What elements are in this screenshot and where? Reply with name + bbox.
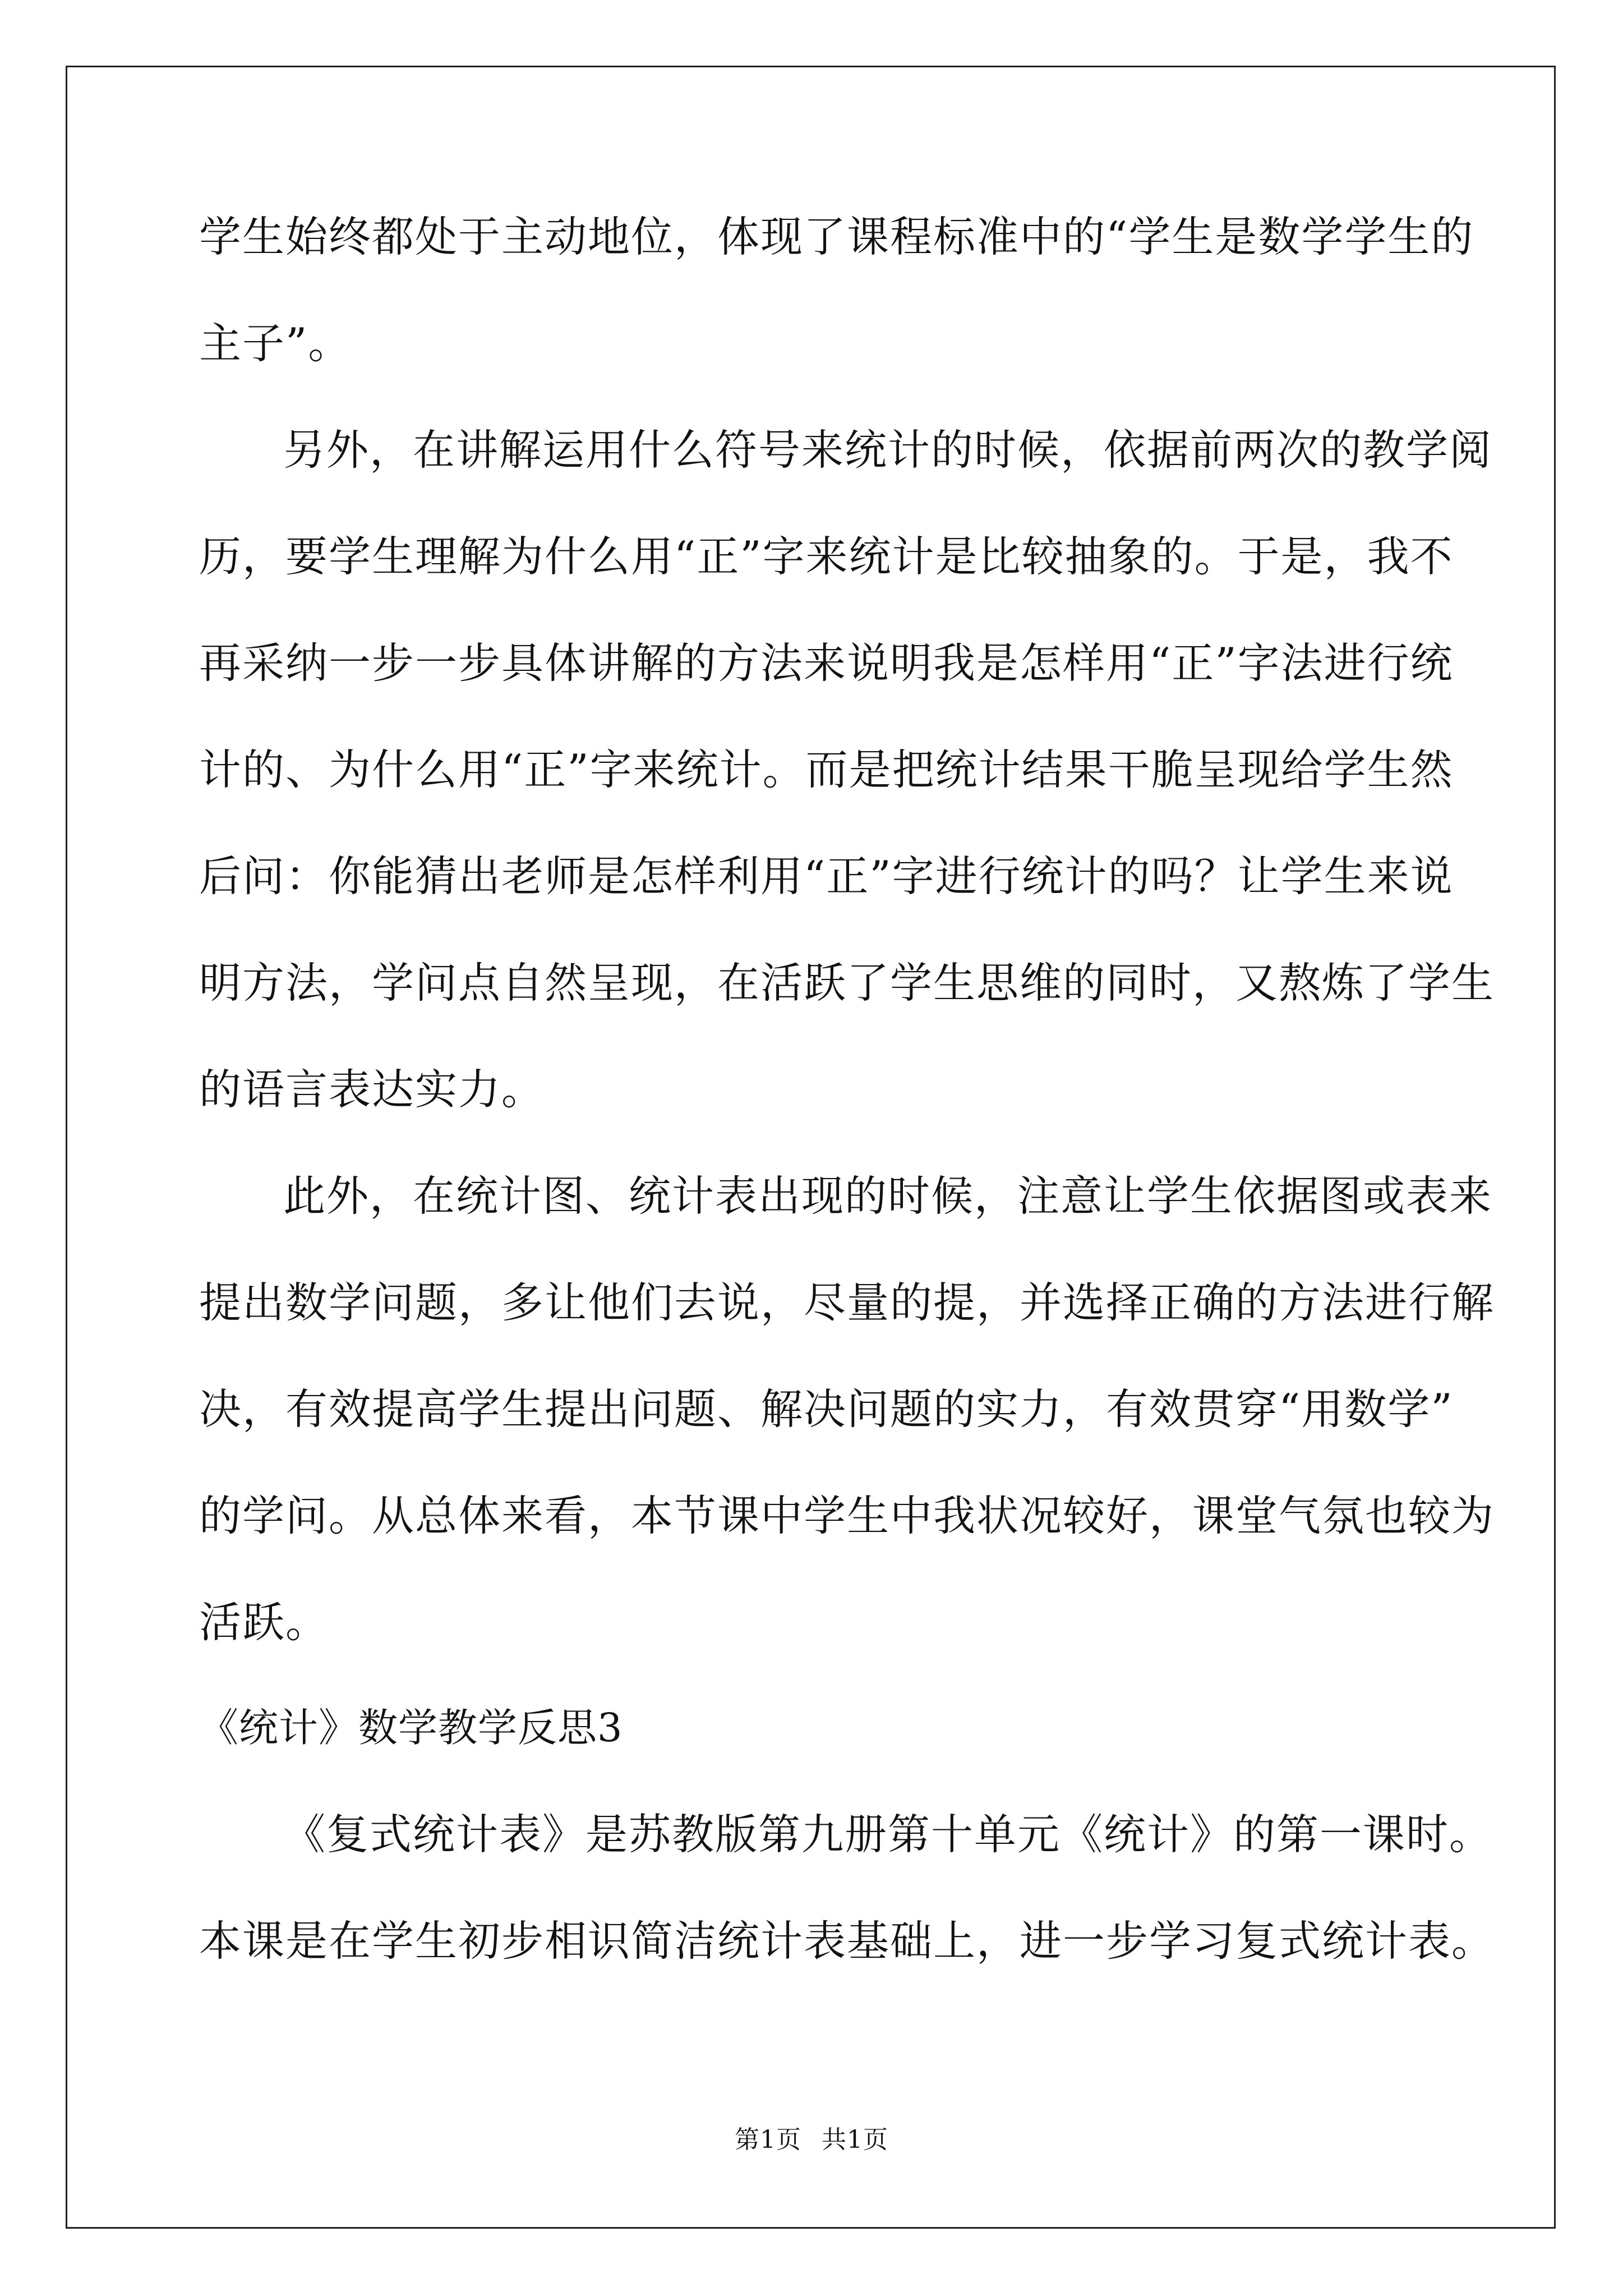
paragraph-line: 此外，在统计图、统计表出现的时候，注意让学生依据图或表来 — [283, 1171, 1493, 1221]
paragraph-line: 本课是在学生初步相识简洁统计表基础上，进一步学习复式统计表。 — [199, 1916, 1495, 1966]
page-border — [66, 66, 1556, 2229]
paragraph-line: 后问：你能猜出老师是怎样利用“正”字进行统计的吗？让学生来说 — [199, 852, 1454, 901]
paragraph-line: 活跃。 — [199, 1598, 329, 1647]
paragraph-line: 学生始终都处于主动地位，体现了课程标准中的“学生是数学学生的 — [199, 212, 1474, 261]
paragraph-line: 决，有效提高学生提出问题、解决问题的实力，有效贯穿“用数学” — [199, 1384, 1454, 1434]
paragraph-line: 另外，在讲解运用什么符号来统计的时候，依据前两次的教学阅 — [283, 425, 1493, 475]
paragraph-line: 历，要学生理解为什么用“正”字来统计是比较抽象的。于是，我不 — [199, 532, 1454, 581]
page-number: 第1页 — [735, 2125, 801, 2154]
paragraph-line: 《复式统计表》是苏教版第九册第十单元《统计》的第一课时。 — [283, 1810, 1493, 1859]
paragraph-line: 明方法，学问点自然呈现，在活跃了学生思维的同时，又熬炼了学生 — [199, 958, 1495, 1007]
paragraph-line: 计的、为什么用“正”字来统计。而是把统计结果干脆呈现给学生然 — [199, 745, 1454, 794]
paragraph-line: 提出数学问题，多让他们去说，尽量的提，并选择正确的方法进行解 — [199, 1278, 1495, 1327]
paragraph-line: 主子”。 — [199, 319, 352, 368]
page-total: 共1页 — [822, 2125, 888, 2154]
page-footer — [0, 2123, 1623, 2157]
paragraph-line: 再采纳一步一步具体讲解的方法来说明我是怎样用“正”字法进行统 — [199, 638, 1454, 688]
paragraph-line: 的语言表达实力。 — [199, 1065, 545, 1114]
section-heading: 《统计》数学教学反思3 — [199, 1705, 623, 1751]
paragraph-line: 的学问。从总体来看，本节课中学生中我状况较好，课堂气氛也较为 — [199, 1491, 1495, 1540]
